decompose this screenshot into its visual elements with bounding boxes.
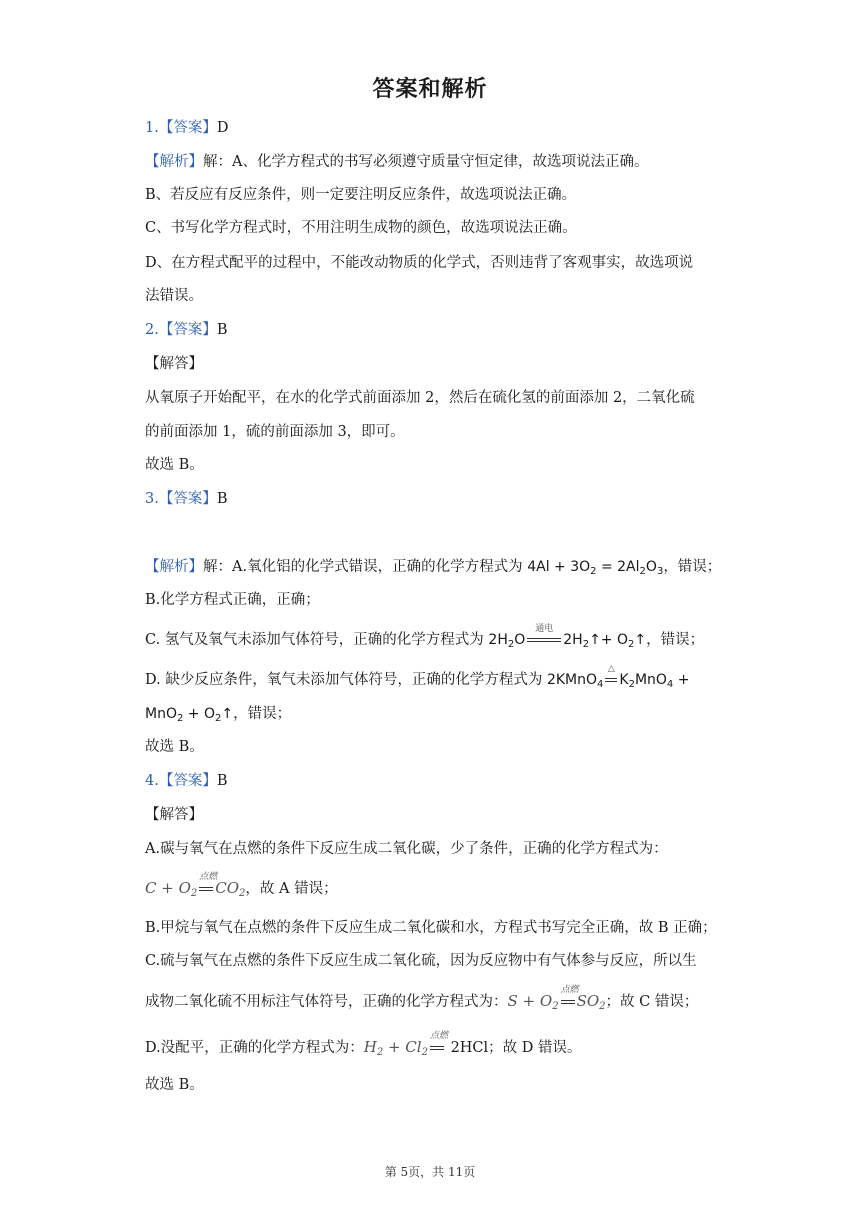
electrolysis-condition: 通电 <box>527 630 561 650</box>
q3-analysis-line-a <box>145 557 721 582</box>
q3-a-text: 解：A.氧化铝的化学式错误，正确的化学方程式为 <box>203 559 528 575</box>
q3-analysis-line-d1 <box>145 664 690 695</box>
q4-answer-line <box>145 771 228 791</box>
q3-d-text: D. 缺少反应条件，氧气未添加气体符号，正确的化学方程式为 <box>145 672 547 688</box>
q3-c-equation: $2H_2O$ 通电 $2H_2↑+$ $O_2↑$ <box>488 624 647 650</box>
q2-number: 2. <box>145 322 159 338</box>
q4-d-text: D.没配平，正确的化学方程式为： <box>145 1040 364 1056</box>
q3-analysis-line-b: B.化学方程式正确，正确； <box>145 592 320 608</box>
q3-conclusion: 故选 B。 <box>145 739 204 755</box>
q4-d-verdict: 2HCl；故 D 错误。 <box>450 1040 582 1056</box>
q3-analysis-tag: 【解析】 <box>145 559 203 575</box>
q3-d-equation-part2: $MnO_2 + O_2↑$ <box>145 706 234 724</box>
q3-analysis-line-d2 <box>145 704 291 729</box>
q1-analysis-line-2: B、若反应有反应条件，则一定要注明反应条件，故选项说法正确。 <box>145 187 577 203</box>
q4-c-text: 成物二氧化硫不用标注气体符号，正确的化学方程式为： <box>145 994 508 1010</box>
q4-a-equation: $C + O_2$ 点燃 $CO_2$ <box>145 872 246 899</box>
q3-c-verdict: ，错误； <box>646 632 705 648</box>
q1-answer-tag: 【答案】 <box>158 120 217 136</box>
q1-answer: D <box>216 120 229 136</box>
q2-text-1: 从氧原子开始配平，在水的化学式前面添加 2，然后在硫化氢的前面添加 2，二氧化硫 <box>145 390 695 406</box>
q3-c-text: C. 氢气及氧气未添加气体符号，正确的化学方程式为 <box>145 632 489 648</box>
q1-analysis-line-4: D、在方程式配平的过程中，不能改动物质的化学式，否则违背了客观事实，故选项说 <box>145 255 694 271</box>
ignition-condition: 点燃 <box>561 991 575 1011</box>
q2-answer: B <box>216 322 228 338</box>
q4-conclusion: 故选 B。 <box>145 1077 204 1093</box>
q2-conclusion: 故选 B。 <box>145 457 204 473</box>
q3-analysis-line-c <box>145 624 705 655</box>
heating-condition: △ <box>605 670 617 690</box>
q3-d-equation-part1: 2KMnO$_4$ △ $K_2MnO_4$ + <box>546 664 690 690</box>
q3-answer-line <box>145 489 228 509</box>
q1-analysis-tag: 【解析】 <box>145 154 203 170</box>
q4-c-line-1: C.硫与氧气在点燃的条件下反应生成二氧化硫，因为反应物中有气体参与反应，所以生 <box>145 953 697 969</box>
q3-a-equation: $4Al + 3O_2 = 2Al_2O_3$ <box>527 559 664 577</box>
q3-d-verdict: ，错误； <box>233 706 292 722</box>
q4-d-line <box>145 1031 582 1063</box>
q4-answer-tag: 【答案】 <box>158 773 217 789</box>
q4-solve-tag: 【解答】 <box>145 807 203 823</box>
q4-b-line: B.甲烷与氧气在点燃的条件下反应生成二氧化碳和水，方程式书写完全正确，故 B 正确； <box>145 920 717 936</box>
q2-answer-line <box>145 320 228 340</box>
q4-a-line-2 <box>145 872 338 904</box>
q4-number: 4. <box>145 773 159 789</box>
page-footer: 第 5页，共 11页 <box>384 1165 476 1179</box>
q4-d-equation: $H_2 + Cl_2$ 点燃 <box>363 1031 448 1058</box>
q1-number: 1. <box>145 120 159 136</box>
page-title: 答案和解析 <box>372 77 488 102</box>
q1-analysis-line-1 <box>145 152 648 172</box>
q2-solve-tag: 【解答】 <box>145 356 203 372</box>
q3-answer-tag: 【答案】 <box>158 491 217 507</box>
q1-analysis-line-3: C、书写化学方程式时，不用注明生成物的颜色，故选项说法正确。 <box>145 220 577 236</box>
q1-analysis-text-1: 解：A、化学方程式的书写必须遵守质量守恒定律，故选项说法正确。 <box>203 154 649 170</box>
q4-c-line-2 <box>145 985 699 1017</box>
q3-number: 3. <box>145 491 159 507</box>
q4-a-line-1: A.碳与氧气在点燃的条件下反应生成二氧化碳，少了条件，正确的化学方程式为： <box>145 841 668 857</box>
q2-answer-tag: 【答案】 <box>158 322 217 338</box>
q4-c-equation: $S + O_2$ 点燃 $SO_2$ <box>507 985 606 1012</box>
q4-c-verdict: ；故 C 错误； <box>605 994 699 1010</box>
q1-answer-line <box>145 118 228 138</box>
ignition-condition: 点燃 <box>430 1037 444 1057</box>
q4-a-verdict: ，故 A 错误； <box>245 881 338 897</box>
q3-a-verdict: ，错误； <box>663 559 722 575</box>
q3-answer: B <box>216 491 228 507</box>
q2-text-2: 的前面添加 1，硫的前面添加 3，即可。 <box>145 424 405 440</box>
ignition-condition: 点燃 <box>199 878 213 898</box>
q1-analysis-line-5: 法错误。 <box>145 288 203 304</box>
q4-answer: B <box>216 773 228 789</box>
